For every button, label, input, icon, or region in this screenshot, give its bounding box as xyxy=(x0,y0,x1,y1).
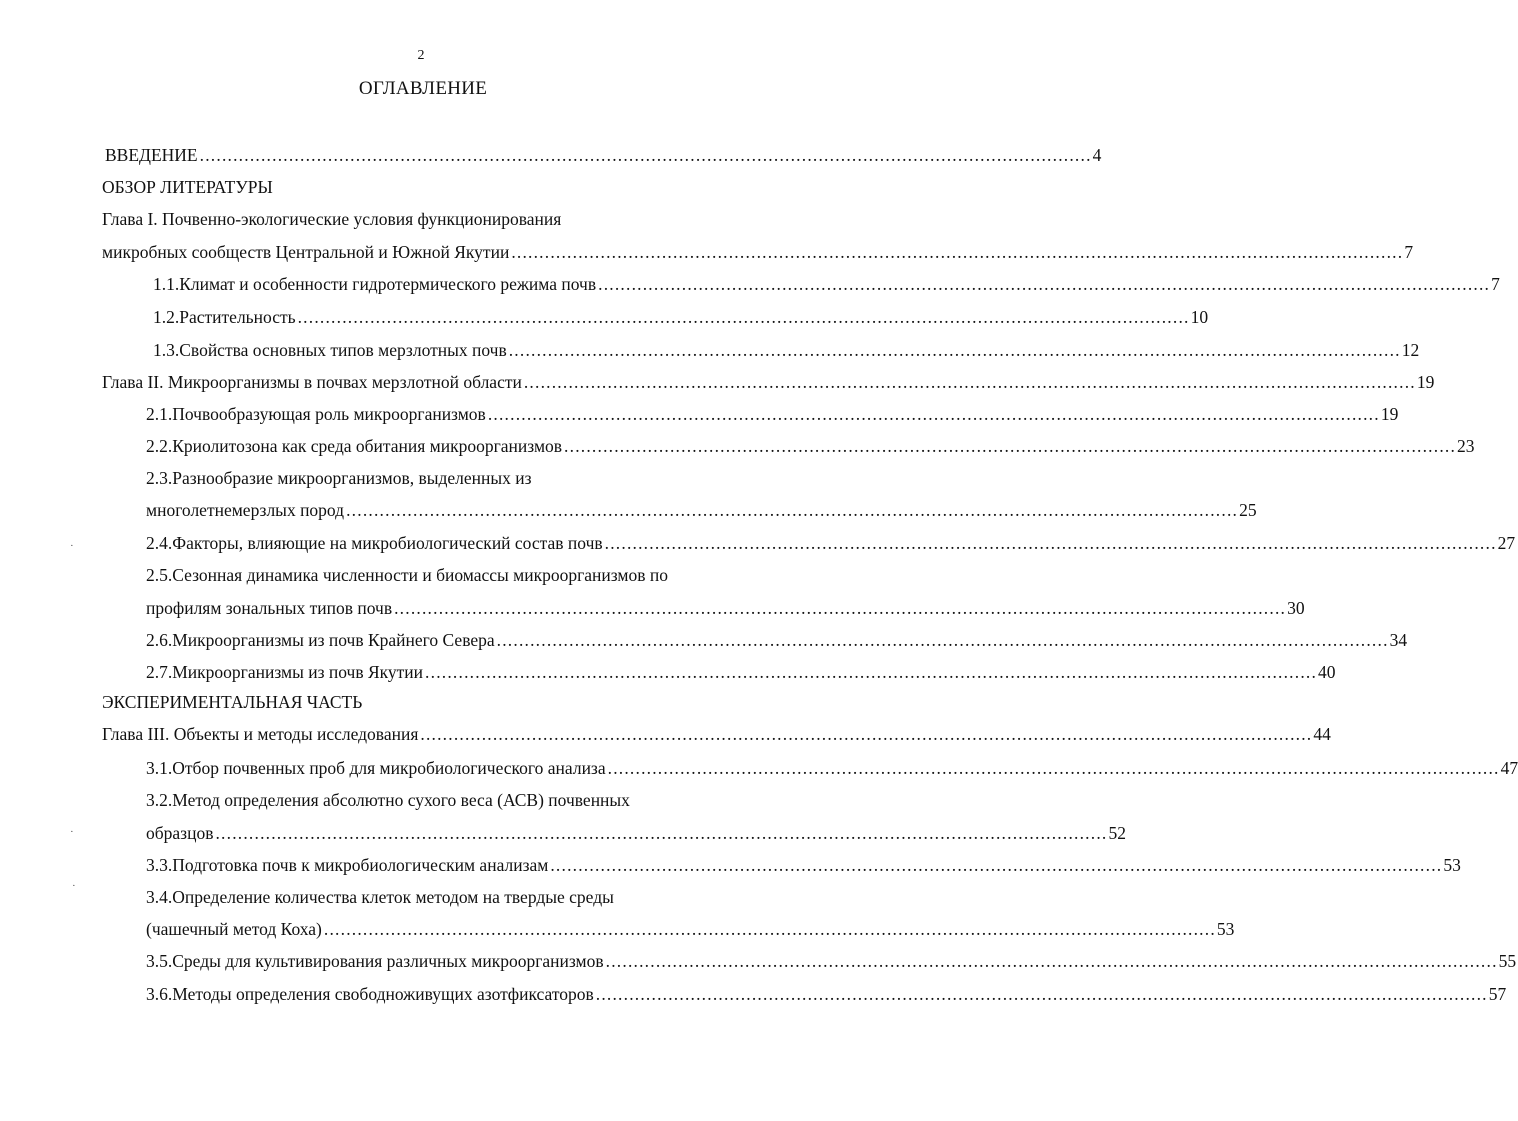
toc-entry-text: образцов xyxy=(146,823,214,843)
dot-leader: ................................................................................................................................................................ xyxy=(487,404,1380,424)
toc-entry-text: (чашечный метод Коха) xyxy=(146,919,322,939)
dot-leader: ................................................................................................................................................................ xyxy=(605,951,1498,971)
toc-title: ОГЛАВЛЕНИЕ xyxy=(358,78,488,99)
dot-leader: ................................................................................................................................................................ xyxy=(346,500,1239,520)
toc-heading: ОБЗОР ЛИТЕРАТУРЫ xyxy=(102,177,273,197)
toc-entry-page: 19 xyxy=(1416,372,1435,392)
toc-entry-page: 57 xyxy=(1488,984,1507,1004)
page-number: 2 xyxy=(417,48,425,63)
toc-entry-page: 10 xyxy=(1190,307,1209,327)
dot-leader: ................................................................................................................................................................ xyxy=(297,307,1190,327)
toc-entry xyxy=(146,403,1399,425)
toc-entry xyxy=(146,757,1518,779)
dot-leader: ................................................................................................................................................................ xyxy=(508,340,1401,360)
toc-entry xyxy=(146,532,1516,554)
dot-leader: ................................................................................................................................................................ xyxy=(420,724,1313,744)
toc-entry-text: 1.3.Свойства основных типов мерзлотных почв xyxy=(153,340,507,360)
dot-leader: ................................................................................................................................................................ xyxy=(394,598,1287,618)
dot-leader: ................................................................................................................................................................ xyxy=(607,758,1500,778)
toc-entry-page: 47 xyxy=(1500,758,1518,778)
dot-leader: ................................................................................................................................................................ xyxy=(564,436,1457,456)
dot-leader: ................................................................................................................................................................ xyxy=(199,145,1092,165)
toc-entry-text: микробных сообществ Центральной и Южной Якутии xyxy=(102,242,510,262)
toc-entry-text: ВВЕДЕНИЕ xyxy=(105,145,198,165)
dot-leader: ................................................................................................................................................................ xyxy=(595,984,1488,1004)
toc-heading: 2.3.Разнообразие микроорганизмов, выделенных из xyxy=(146,468,532,488)
toc-entry-text: Глава II. Микроорганизмы в почвах мерзлотной области xyxy=(102,372,522,392)
dot-leader: ................................................................................................................................................................ xyxy=(496,630,1389,650)
toc-entry-text: 2.7.Микроорганизмы из почв Якутии xyxy=(146,662,424,682)
margin-mark: · xyxy=(72,880,76,892)
dot-leader: ................................................................................................................................................................ xyxy=(604,533,1497,553)
toc-entry xyxy=(146,822,1126,844)
toc-entry xyxy=(146,499,1257,521)
toc-entry-text: 3.1.Отбор почвенных проб для микробиологического анализа xyxy=(146,758,606,778)
toc-heading: ЭКСПЕРИМЕНТАЛЬНАЯ ЧАСТЬ xyxy=(102,692,363,712)
toc-entry-page: 30 xyxy=(1287,598,1305,618)
margin-mark: · xyxy=(70,826,74,838)
toc-entry xyxy=(146,597,1305,619)
toc-entry-page: 34 xyxy=(1389,630,1408,650)
toc-entry xyxy=(146,983,1507,1005)
toc-entry-page: 4 xyxy=(1092,145,1102,165)
toc-entry-text: 2.2.Криолитозона как среда обитания микроорганизмов xyxy=(146,436,563,456)
toc-entry xyxy=(102,371,1435,393)
toc-entry-page: 19 xyxy=(1380,404,1399,424)
toc-entry-page: 52 xyxy=(1108,823,1126,843)
toc-entry-page: 7 xyxy=(1404,242,1414,262)
toc-entry-page: 27 xyxy=(1497,533,1516,553)
toc-heading: 2.5.Сезонная динамика численности и биомассы микроорганизмов по xyxy=(146,565,669,585)
toc-entry xyxy=(102,241,1414,263)
toc-heading: Глава I. Почвенно-экологические условия функционирования xyxy=(102,209,562,229)
toc-heading: 3.4.Определение количества клеток методом на твердые среды xyxy=(146,887,614,907)
toc-entry-text: 1.2.Растительность xyxy=(153,307,296,327)
toc-entry xyxy=(146,629,1408,651)
margin-mark: · xyxy=(70,540,74,552)
toc-entry-page: 40 xyxy=(1318,662,1336,682)
dot-leader: ................................................................................................................................................................ xyxy=(425,662,1318,682)
toc-entry-page: 25 xyxy=(1239,500,1257,520)
toc-entry xyxy=(153,306,1209,328)
toc-entry-page: 55 xyxy=(1498,951,1517,971)
dot-leader: ................................................................................................................................................................ xyxy=(323,919,1216,939)
dot-leader: ................................................................................................................................................................ xyxy=(511,242,1404,262)
toc-entry xyxy=(153,273,1500,295)
toc-entry xyxy=(146,854,1461,876)
toc-entry-page: 12 xyxy=(1401,340,1420,360)
toc-entry-text: 2.4.Факторы, влияющие на микробиологический состав почв xyxy=(146,533,603,553)
toc-entry-text: 3.6.Методы определения свободноживущих азотфиксаторов xyxy=(146,984,594,1004)
toc-entry-text: 2.6.Микроорганизмы из почв Крайнего Севера xyxy=(146,630,495,650)
toc-entry-page: 53 xyxy=(1443,855,1461,875)
toc-heading: 3.2.Метод определения абсолютно сухого веса (АСВ) почвенных xyxy=(146,790,630,810)
toc-entry xyxy=(146,950,1517,972)
toc-entry-text: 3.3.Подготовка почв к микробиологическим анализам xyxy=(146,855,549,875)
toc-entry-text: 2.1.Почвообразующая роль микроорганизмов xyxy=(146,404,486,424)
dot-leader: ................................................................................................................................................................ xyxy=(598,274,1491,294)
dot-leader: ................................................................................................................................................................ xyxy=(550,855,1443,875)
toc-entry-page: 23 xyxy=(1457,436,1475,456)
toc-entry-text: Глава III. Объекты и методы исследования xyxy=(102,724,419,744)
toc-entry xyxy=(102,723,1331,745)
toc-entry-text: 1.1.Климат и особенности гидротермического режима почв xyxy=(153,274,597,294)
toc-entry-page: 7 xyxy=(1491,274,1500,294)
toc-entry xyxy=(146,918,1235,940)
dot-leader: ................................................................................................................................................................ xyxy=(215,823,1108,843)
toc-entry xyxy=(105,144,1102,166)
toc-entry xyxy=(146,661,1336,683)
toc-entry-text: профилям зональных типов почв xyxy=(146,598,393,618)
dot-leader: ................................................................................................................................................................ xyxy=(523,372,1416,392)
toc-entry xyxy=(153,339,1420,361)
toc-entry-page: 44 xyxy=(1313,724,1331,744)
toc-entry-text: многолетнемерзлых пород xyxy=(146,500,345,520)
toc-entry-page: 53 xyxy=(1216,919,1235,939)
toc-entry xyxy=(146,435,1475,457)
toc-entry-text: 3.5.Среды для культивирования различных микроорганизмов xyxy=(146,951,604,971)
